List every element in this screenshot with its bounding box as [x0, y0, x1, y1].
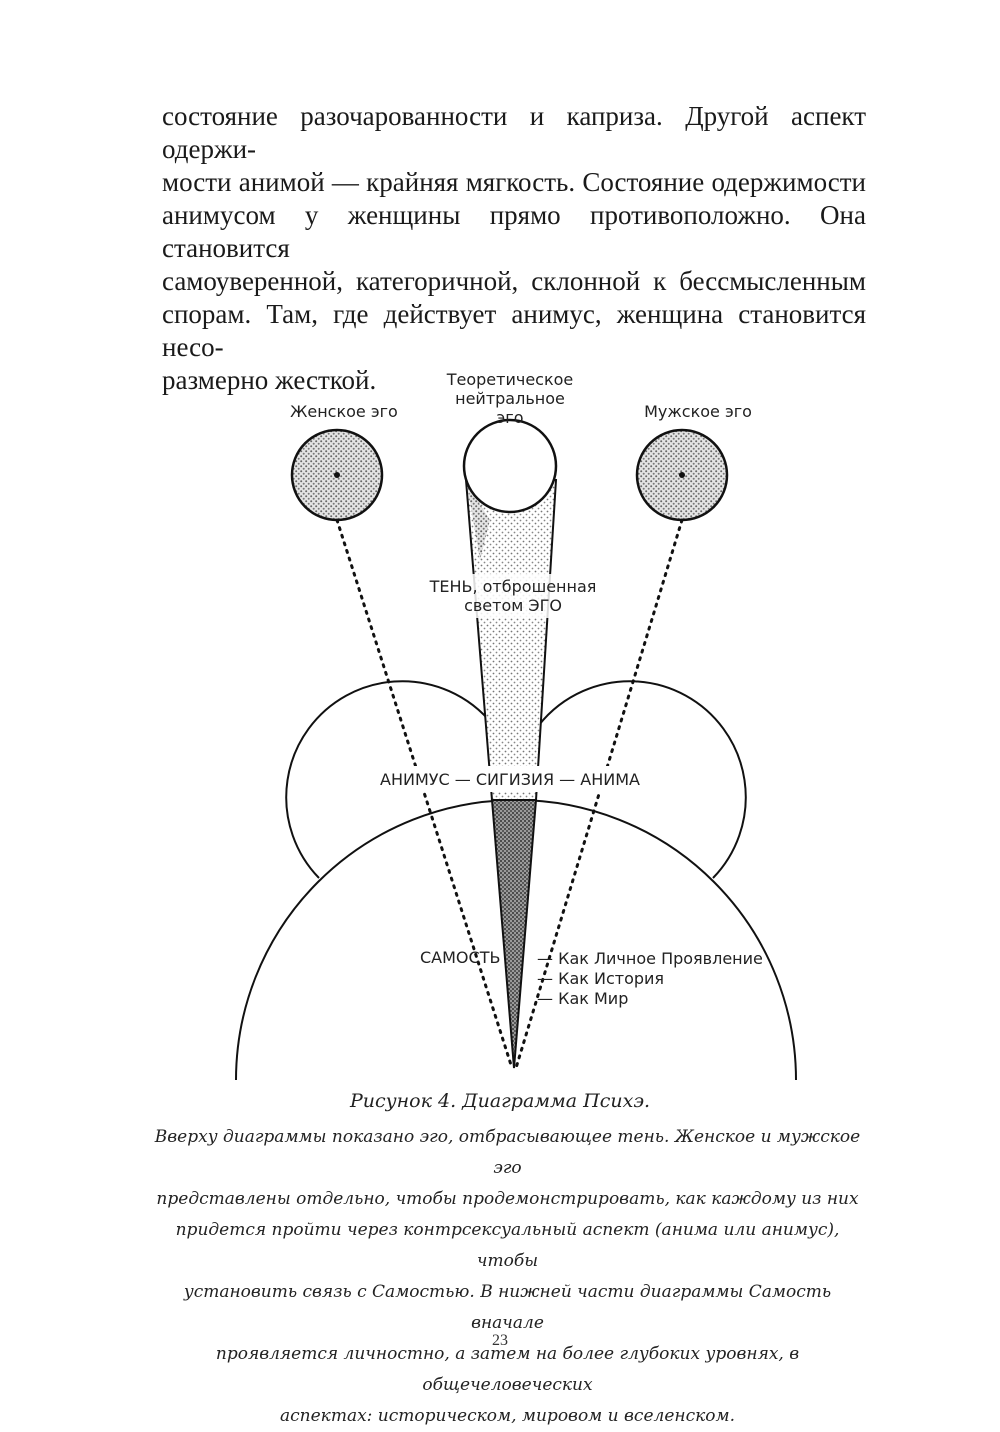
body-line: размерно жесткой.	[162, 365, 377, 395]
body-paragraph	[162, 100, 866, 397]
self-history-label: — Как История	[537, 969, 665, 988]
caption-line: придется пройти через контрсексуальный аспект (анима или анимус), чтобы	[175, 1220, 840, 1271]
caption-line: проявляется личностно, а затем на более глубоких уровнях, в общечеловеческих	[215, 1344, 800, 1395]
male-ego-label: Мужское эго	[644, 402, 752, 421]
body-line: состояние разочарованности и каприза. Другой аспект одержи-	[162, 101, 866, 164]
female-ego-center	[334, 472, 340, 478]
theoretical-ego-label-1: Теоретическое	[446, 370, 574, 389]
figure-caption-text	[150, 1122, 865, 1432]
self-label: САМОСТЬ	[420, 948, 501, 967]
female-ego-label: Женское эго	[290, 402, 398, 421]
male-ego-center	[679, 472, 685, 478]
caption-line: установить связь с Самостью. В нижней части диаграммы Самость вначале	[183, 1282, 832, 1333]
theoretical-ego-label-2: нейтральное	[455, 389, 565, 408]
psyche-diagram	[0, 360, 1000, 1085]
self-personal-label: — Как Личное Проявление	[537, 949, 763, 968]
body-line: анимусом у женщины прямо противоположно. Она становится	[162, 200, 866, 263]
self-world-label: — Как Мир	[537, 989, 629, 1008]
body-line: самоуверенной, категоричной, склонной к бессмысленным	[162, 266, 866, 296]
shadow-label-2: светом ЭГО	[464, 596, 562, 615]
theoretical-ego-label-3: эго	[496, 408, 524, 427]
body-line: спорам. Там, где действует анимус, женщина становится несо-	[162, 299, 866, 362]
theoretical-ego-circle	[464, 420, 556, 512]
page-number: 23	[492, 1332, 508, 1349]
figure-caption-title: Рисунок 4. Диаграмма Психэ.	[349, 1090, 650, 1112]
syzygy-label: АНИМУС — СИГИЗИЯ — АНИМА	[380, 770, 640, 789]
shadow-label-1: ТЕНЬ, отброшенная	[429, 577, 597, 596]
caption-line: аспектах: историческом, мировом и вселенском.	[280, 1406, 735, 1426]
body-line: мости анимой — крайняя мягкость. Состояние одержимости	[162, 167, 866, 197]
caption-line: Вверху диаграммы показано эго, отбрасывающее тень. Женское и мужское эго	[154, 1127, 861, 1178]
caption-line: представлены отдельно, чтобы продемонстрировать, как каждому из них	[156, 1189, 859, 1209]
